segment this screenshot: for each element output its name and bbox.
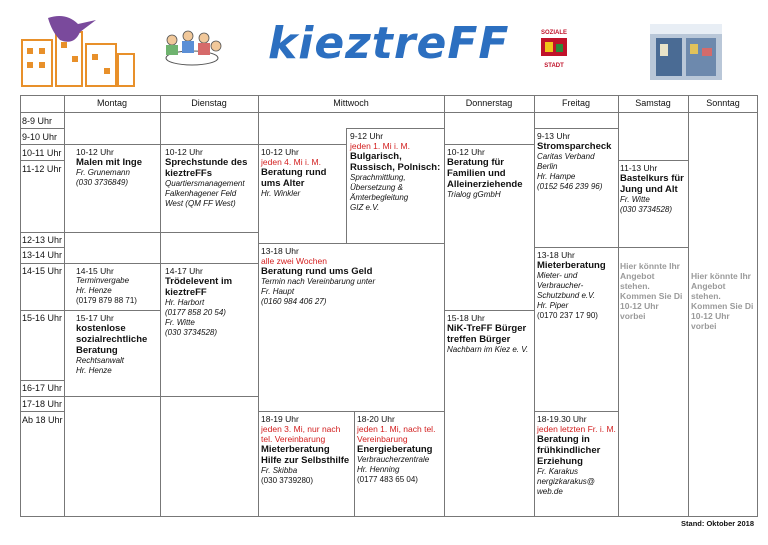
grid-line [20, 411, 64, 412]
grid-line [20, 396, 64, 397]
day-header-dienstag: Dienstag [191, 98, 227, 108]
time-label: 15-16 Uhr [22, 313, 63, 323]
grid-line [64, 263, 160, 264]
event-sprachmittlung [350, 131, 442, 213]
grid-line [444, 95, 445, 517]
event-time: 18-20 Uhr [357, 414, 395, 424]
event-sozialrechtliche-beratung [76, 313, 158, 376]
event-troedelevent [165, 266, 256, 338]
event-title: Bastelkurs für Jung und Alt [620, 173, 684, 195]
kieztreff-title: kieztreFF [268, 18, 510, 69]
grid-line [534, 247, 618, 248]
stand-date: Stand: Oktober 2018 [681, 519, 754, 528]
event-contact: Fr. Haupt [261, 287, 295, 296]
stadt-label: STADT [544, 63, 564, 69]
day-header-mittwoch: Mittwoch [333, 98, 369, 108]
event-time: 10-12 Uhr [261, 147, 299, 157]
grid-line [444, 144, 534, 145]
event-title: Mieterberatung Hilfe zur Selbsthilfe [261, 444, 350, 466]
event-info: Rechtsanwalt [76, 356, 125, 365]
event-fruehkindliche-erziehung [537, 414, 617, 497]
grid-line [618, 160, 688, 161]
event-time: 15-17 Uhr [76, 313, 114, 323]
kieztreff-buildings-logo [18, 10, 138, 90]
event-time: 13-18 Uhr [261, 246, 299, 256]
grid-line [444, 310, 534, 311]
grid-line [346, 128, 347, 243]
time-label: 8-9 Uhr [22, 116, 53, 126]
soziale-stadt-mark [537, 36, 571, 58]
grid-line [20, 112, 758, 113]
schedule-table [20, 95, 758, 517]
event-note: jeden letzten Fr. i. M. [537, 424, 616, 434]
time-label: 13-14 Uhr [22, 250, 63, 260]
grid-line [20, 516, 758, 517]
time-label: 9-10 Uhr [22, 132, 58, 142]
grid-line [64, 95, 65, 517]
grid-line [258, 411, 444, 412]
event-energieberatung [357, 414, 442, 485]
event-contact: Hr. Piper [537, 301, 569, 310]
event-contact: Fr. Skibba [261, 466, 298, 475]
event-org: Verbraucherzentrale [357, 455, 430, 464]
event-phone: (0179 879 88 71) [76, 296, 137, 305]
event-title: Energieberatung [357, 444, 433, 455]
grid-line [160, 95, 161, 517]
grid-line [160, 396, 258, 397]
time-label: 14-15 Uhr [22, 266, 63, 276]
grid-line [20, 128, 64, 129]
event-title: Sprechstunde des kieztreFFs [165, 157, 248, 179]
event-info: Sprachmittlung, Übersetzung & Ämterbegleitung [350, 173, 409, 202]
grid-line [20, 144, 64, 145]
grid-line [258, 144, 346, 145]
event-contact: Hr. Henze [76, 366, 112, 375]
event-title: Beratung in frühkindlicher Erziehung [537, 434, 601, 467]
event-info: Quartiersmanagement Falkenhagener Feld West (QM FF West) [165, 179, 245, 208]
event-title: NiK-TreFF Bürger treffen Bürger [447, 323, 527, 345]
event-contact: Fr. Witte [620, 195, 650, 204]
day-header-montag: Montag [96, 98, 128, 108]
event-note: jeden 1. Mi, nach tel. Vereinbarung [357, 424, 436, 444]
time-label: Ab 18 Uhr [22, 415, 63, 425]
event-org: Trialog gGmbH [447, 190, 501, 199]
event-time: 13-18 Uhr [537, 250, 575, 260]
event-email: nergizkarakus@ web.de [537, 477, 595, 496]
grid-line [20, 95, 758, 96]
event-beratung-alter [261, 147, 344, 199]
time-label: 11-12 Uhr [22, 164, 62, 174]
event-bastelkurs [620, 163, 686, 215]
event-title: Beratung für Familien und Alleinerziehende [447, 157, 523, 190]
event-phone: (030 3736849) [76, 178, 129, 187]
event-phone: (0177 858 20 54) [165, 308, 226, 317]
time-label: 17-18 Uhr [22, 399, 63, 409]
event-phone: (030 3734528) [165, 328, 218, 337]
grid-line [20, 263, 64, 264]
event-contact: Hr. Harbort [165, 298, 205, 307]
grid-line [64, 396, 160, 397]
event-title: Malen mit Inge [76, 157, 142, 168]
soziale-stadt-logo [537, 30, 571, 68]
grid-line [160, 232, 258, 233]
event-phone: (0170 237 17 90) [537, 311, 598, 320]
event-beratung-geld [261, 246, 441, 307]
event-phone: (0177 483 65 04) [357, 475, 418, 484]
event-time: 15-18 Uhr [447, 313, 485, 323]
event-info: Termin nach Vereinbarung unter [261, 277, 376, 286]
grid-line [258, 243, 444, 244]
event-time: 10-12 Uhr [447, 147, 485, 157]
event-time: 9-12 Uhr [350, 131, 384, 141]
event-sprechstunde [165, 147, 256, 209]
grid-line [20, 160, 64, 161]
grid-line [160, 144, 258, 145]
event-contact: Hr. Winkler [261, 189, 301, 198]
grid-line [64, 232, 160, 233]
event-time: 18-19 Uhr [261, 414, 299, 424]
day-header-samstag: Samstag [635, 98, 671, 108]
event-note: jeden 3. Mi, nur nach tel. Vereinbarung [261, 424, 341, 444]
day-header-sonntag: Sonntag [706, 98, 740, 108]
placeholder-offer-sunday: Hier könnte Ihr Angebot stehen. Kommen Sie Di 10-12 Uhr vorbei [691, 271, 754, 331]
grid-line [64, 310, 160, 311]
grid-line [618, 247, 688, 248]
grid-line [757, 95, 758, 517]
event-title: Mieterberatung [537, 260, 606, 271]
grid-line [258, 95, 259, 517]
grid-line [534, 411, 618, 412]
event-contact: Hr. Henze [76, 286, 112, 295]
time-label: 10-11 Uhr [22, 148, 62, 158]
grid-line [688, 95, 689, 517]
grid-line [346, 128, 444, 129]
event-org: Nachbarn im Kiez e. V. [447, 345, 529, 354]
event-org: Caritas Verband Berlin [537, 152, 595, 171]
grid-line [20, 380, 64, 381]
event-org: GIZ e.V. [350, 203, 380, 212]
event-info: Terminvergabe [76, 276, 130, 285]
placeholder-offer-saturday: Hier könnte Ihr Angebot stehen. Kommen Sie Di 10-12 Uhr vorbei [620, 261, 683, 321]
grid-line [20, 247, 64, 248]
event-title: Beratung rund ums Geld [261, 266, 373, 277]
event-terminvergabe [76, 266, 158, 306]
event-contact: Hr. Henning [357, 465, 400, 474]
event-contact: Fr. Karakus [537, 467, 579, 476]
grid-line [534, 128, 618, 129]
grid-line [20, 95, 21, 517]
day-header-donnerstag: Donnerstag [465, 98, 513, 108]
event-org: Mieter- und Verbraucher-Schutzbund e.V. [537, 271, 596, 300]
event-contact: Fr. Grunemann [76, 168, 130, 177]
event-nik-treff [447, 313, 532, 355]
grid-line [64, 144, 160, 145]
event-malen-mit-inge [76, 147, 158, 188]
event-note: jeden 1. Mi i. M. [350, 141, 410, 151]
grid-line [20, 232, 64, 233]
event-phone: (0152 546 239 96) [537, 182, 603, 191]
grid-line [20, 310, 64, 311]
grid-line [534, 95, 535, 517]
event-phone: (030 3734528) [620, 205, 673, 214]
event-mieterberatung [537, 250, 617, 321]
grid-line [354, 411, 355, 517]
day-header-freitag: Freitag [561, 98, 590, 108]
event-title: kostenlose sozialrechtliche Beratung [76, 323, 148, 356]
event-note: jeden 4. Mi i. M. [261, 157, 321, 167]
grid-line [160, 263, 258, 264]
soziale-label: SOZIALE [540, 30, 567, 36]
event-title: Bulgarisch, Russisch, Polnisch: [350, 151, 441, 173]
event-time: 9-13 Uhr [537, 131, 571, 141]
meeting-people-illustration [160, 28, 224, 72]
event-time: 10-12 Uhr [165, 147, 203, 157]
event-title: Trödelevent im kieztreFF [165, 276, 233, 298]
event-time: 14-15 Uhr [76, 266, 114, 276]
event-phone: (0160 984 406 27) [261, 297, 327, 306]
event-time: 14-17 Uhr [165, 266, 203, 276]
event-time: 18-19.30 Uhr [537, 414, 587, 424]
time-label: 16-17 Uhr [22, 383, 63, 393]
event-time: 11-13 Uhr [620, 163, 658, 173]
event-mieterberatung-selbsthilfe [261, 414, 352, 486]
event-title: Stromsparcheck [537, 141, 612, 152]
event-note: alle zwei Wochen [261, 256, 327, 266]
header [0, 0, 768, 92]
event-beratung-familien [447, 147, 532, 200]
grid-line [618, 95, 619, 517]
event-phone: (030 3739280) [261, 476, 314, 485]
event-contact: Fr. Witte [165, 318, 195, 327]
event-title: Beratung rund ums Alter [261, 167, 327, 189]
event-time: 10-12 Uhr [76, 147, 114, 157]
event-stromsparcheck [537, 131, 617, 192]
storefront-photo [650, 24, 722, 80]
event-contact: Hr. Hampe [537, 172, 576, 181]
time-label: 12-13 Uhr [22, 235, 63, 245]
